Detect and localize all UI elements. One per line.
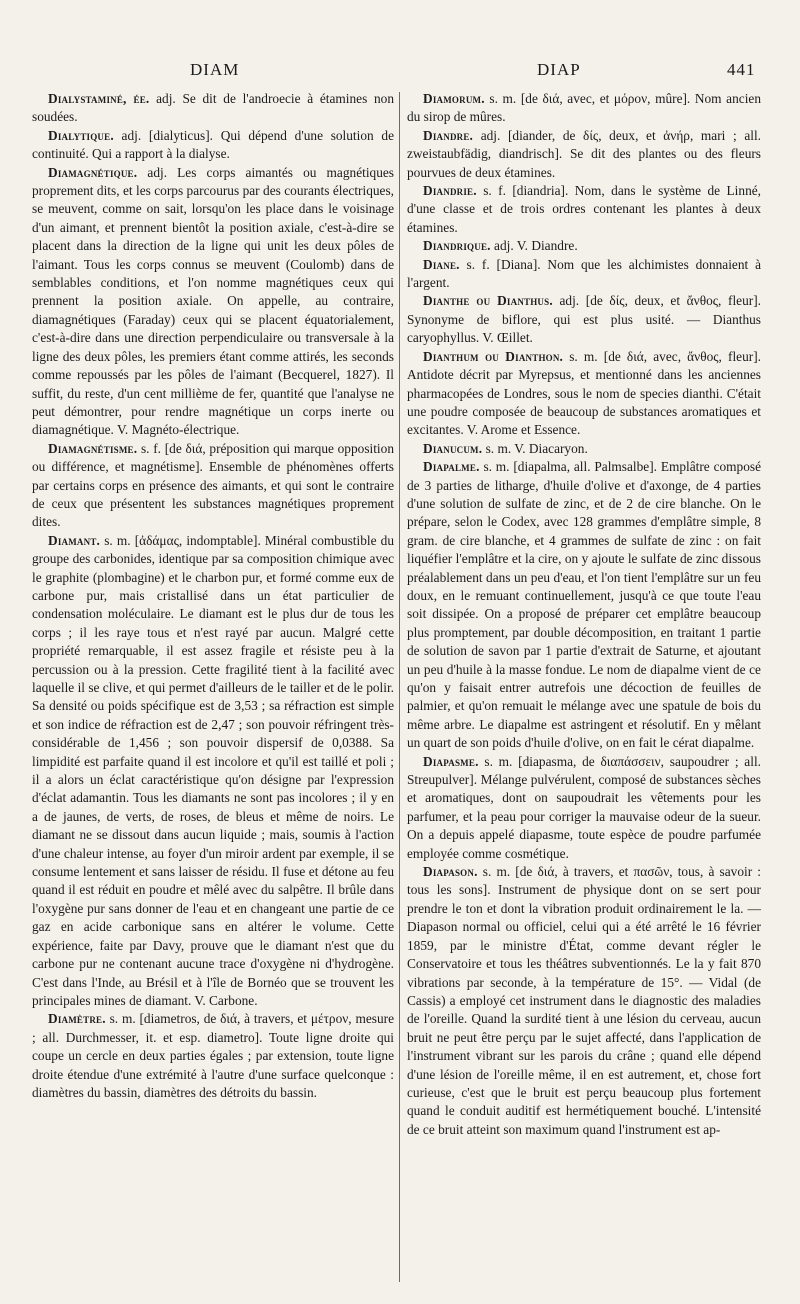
headword: Dianthum ou Dianthon.: [423, 348, 564, 364]
definition: adj. Se dit de l'androecie à étamines non soudées.: [32, 91, 394, 125]
entry: [407, 440, 761, 458]
definition: s. m. [de διά, avec, et μόρον, mûre]. Nom ancien du sirop de mûres.: [407, 91, 761, 125]
headword: Dialytique.: [48, 127, 114, 143]
definition: s. f. [de διά, préposition qui marque opposition ou différence, et magnétisme]. Ensemble de phénomènes offerts par certains corps en présence des aimants, et qui sont le contraire de ceux que présentent les substances magnétiques proprement dites.: [32, 440, 394, 530]
definition: adj. Les corps aimantés ou magnétiques proprement dits, et les corps parcourus par des courants électriques, se meuvent, comme on sait, lorsqu'on les place dans le voisinage d'un aimant, et prennent bientôt la position axiale, c'est-à-dire se placent dans la direction de la ligne qui unit les deux pôles de l'aimant. Tous les corps connus se meuvent (Coulomb) dans de semblables conditions, et l'on nomme magnétiques ceux qui prennent la position axiale. On appelle, au contraire, diamagnétiques (Faraday) ceux qui se placent équatorialement, c'est-à-dire dans une direction perpendiculaire ou transversale à la ligne des deux pôles, les premiers étant comme attirés, les seconds comme repoussés par les pôles de l'aimant (Becquerel, 1827). Il suffit, du reste, d'un cent millième de fer, quantité que l'analyse ne peut démontrer, pour rendre magnétique un corps inerte ou diamagnétique. V. Magnéto-électrique.: [32, 164, 394, 438]
running-header: [0, 60, 800, 84]
definition: adj. [diander, de δίς, deux, et ἀνήρ, mari ; all. zweistaubfädig, diandrisch]. Se dit des plantes ou des fleurs pourvues de deux étamines.: [407, 127, 761, 180]
left-column: [32, 90, 394, 1102]
headword: Diamagnétique.: [48, 164, 138, 180]
definition: s. f. [diandria]. Nom, dans le système de Linné, d'une classe et de trois ordres contenant les plantes à deux étamines.: [407, 183, 761, 235]
headword: Diamètre.: [48, 1011, 106, 1027]
entry: [407, 237, 761, 255]
entry: [407, 127, 761, 182]
headword: Diandrie.: [423, 183, 477, 199]
headword: Diandrique.: [423, 238, 491, 254]
entry: [407, 753, 761, 863]
entry: [32, 532, 394, 1011]
entry: [32, 440, 394, 532]
headword: Dialystaminé, ée.: [48, 91, 150, 106]
definition: s. f. [Diana]. Nom que les alchimistes donnaient à l'argent.: [407, 256, 761, 291]
page-number: 441: [727, 60, 756, 79]
entry: [407, 292, 761, 347]
headword: Diamant.: [48, 532, 101, 548]
definition: adj. V. Diandre.: [490, 238, 578, 254]
headword: Diane.: [423, 256, 460, 272]
entry: [407, 90, 761, 127]
header-right-guide-word: DIAP: [537, 60, 581, 79]
definition: adj. [dialyticus]. Qui dépend d'une solution de continuité. Qui a rapport à la dialyse.: [32, 127, 394, 162]
headword: Dianucum.: [423, 440, 483, 456]
column-divider: [399, 92, 400, 1282]
headword: Diapasme.: [423, 753, 479, 769]
definition: s. m. [diapalma, all. Palmsalbe]. Emplâtre composé de 3 parties de litharge, d'huile d'olive et d'axonge, de 4 parties d'une solution de sulfate de zinc, et de 2 de cire blanche. On le prépare, selon le Codex, avec 128 grammes d'emplâtre simple, 8 gram. de cire blanche, et 4 grammes de sulfate de zinc : on fait liquéfier l'emplâtre et la cire, on y ajoute le sulfate de zinc dissous préalablement dans un peu d'eau, et l'on tient l'emplâtre sur un feu doux, en le remuant continuellement, jusqu'à ce que toute l'eau soit dissipée. On a proposé de préparer cet emplâtre beaucoup plus promptement, par double décomposition, en traitant 1 partie de solution de savon par 1 partie d'extrait de Saturne, et ajoutant un peu d'huile à la masse fondue. Le nom de diapalme vient de ce qu'on y faisait entrer autrefois une décoction de feuilles de palmier, et qu'on remuait le mélange avec une spatule de bois du même arbre. Le diapalme est astringent et résolutif. En y mêlant un quart de son poids d'huile d'olive, on en fait le cérat diapalme.: [407, 459, 761, 751]
headword: Diamorum.: [423, 91, 485, 106]
headword: Diandre.: [423, 127, 474, 143]
definition: s. m. [diametros, de διά, à travers, et μέτρον, mesure ; all. Durchmesser, it. et esp. diametro]. Toute ligne droite qui coupe un cercle en deux parties égales ; par extension, toute ligne droite étendue d'une extrémité à l'autre d'une surface quelconque : diamètres du bassin, diamètres des détroits du bassin.: [32, 1011, 394, 1100]
headword: Diapalme.: [423, 459, 480, 475]
entry: [407, 256, 761, 293]
entry: [407, 458, 761, 753]
definition: s. m. [diapasma, de διαπάσσειν, saupoudrer ; all. Streupulver]. Mélange pulvérulent, composé de substances sèches et aromatiques, dont on saupoudrait les vêtements pour les parfumer, et la peau pour corriger la mauvaise odeur de la sueur. On a depuis appelé diapasme, toute espèce de poudre parfumée employée comme cosmétique.: [407, 753, 761, 861]
right-column: [407, 90, 761, 1139]
entry: [407, 182, 761, 237]
entry: [32, 1010, 394, 1102]
headword: Dianthe ou Dianthus.: [423, 293, 553, 309]
header-left-guide-word: DIAM: [190, 60, 240, 79]
headword: Diapason.: [423, 864, 478, 880]
definition: s. m. [de διά, à travers, et πασῶν, tous, à savoir : tous les sons]. Instrument de physique dont on se sert pour prendre le ton et dont la vibration produit ordinairement le la. — Diapason normal ou officiel, celui qui a été arrêté le 16 février 1859, par le ministre d'État, comme devant régler le Conservatoire et tous les théâtres subventionnés. Le la y fait 870 vibrations par seconde, à la température de 15°. — Vidal (de Cassis) a employé cet instrument dans le diagnostic des maladies de l'oreille. Quand la surdité tient à une lésion du cerveau, aucun bruit ne peut être perçu par le sujet affecté, dans l'application de l'instrument vibrant sur les parois du crâne ; quand elle dépend d'une lésion de l'oreille même, il en est autrement, et, chose fort curieuse, c'est que le bruit est perçu beaucoup plus fortement quand le conduit auditif est hermétiquement bouché. L'intensité de ce bruit atteint son maximum quand l'instrument est ap-: [407, 864, 761, 1137]
entry: [407, 863, 761, 1139]
definition: s. m. [de διά, avec, ἄνθος, fleur]. Antidote décrit par Myrepsus, et mentionné dans les anciennes pharmacopées de Londres, sous le nom de species dianthi. C'était une poudre composée de beaucoup de substances aromatiques et excitantes. V. Arome et Essence.: [407, 348, 761, 438]
headword: Diamagnétisme.: [48, 440, 138, 456]
definition: s. m. [ἀδάμας, indomptable]. Minéral combustible du groupe des carbonides, identique par sa composition chimique avec le graphite (plombagine) et le charbon pur, et formé comme eux de carbone pur, mais cristallisé dans un état particulier de condensation moléculaire. Le diamant est le plus dur de tous les corps ; il les raye tous et n'est rayé par aucun. Malgré cette propriété remarquable, il est assez fragile et résiste peu à la percussion ou à la pression. Cette fragilité tient à la facilité avec laquelle il se clive, et qui permet d'ailleurs de le tailler et de le polir. Sa densité ou poids spécifique est de 3,53 ; sa réfraction est simple et son indice de réfraction est de 2,47 ; son pouvoir réfringent très-considérable de 1,456 ; son pouvoir dispersif de 0,0388. Sa limpidité est parfaite quand il est incolore et qu'il est taillé et poli ; il a alors un éclat caractéristique qu'on désigne par l'expression d'éclat adamantin. Tous les diamants ne sont pas incolores ; il y en a de jaunes, de verts, de roses, de bleus et même de noirs. Le diamant ne se dissout dans aucun liquide ; mais, soumis à l'action d'une chaleur intense, au foyer d'un miroir ardent par exemple, il se consume lentement et sans laisser de résidu. Il fuse et détone au feu quand il est réduit en poudre et mêlé avec du salpêtre. Il brûle dans l'oxygène pur sans donner de l'eau et en changeant une partie de ce gaz en acide carbonique sans en altérer le volume. Cette expérience, faite par Davy, prouve que le diamant n'est que du carbone pur ne contenant aucune trace d'oxygène ni d'hydrogène. C'est dans l'Inde, au Brésil et à l'île de Bornéo que se trouvent les principales mines de diamant. V. Carbone.: [32, 532, 394, 1008]
definition: s. m. V. Diacaryon.: [482, 440, 588, 456]
definition: adj. [de δίς, deux, et ἄνθος, fleur]. Synonyme de biflore, qui est plus usité. — Dianthus caryophyllus. V. Œillet.: [407, 293, 761, 346]
entry: [32, 164, 394, 440]
entry: [32, 90, 394, 127]
entry: [32, 127, 394, 164]
entry: [407, 348, 761, 440]
